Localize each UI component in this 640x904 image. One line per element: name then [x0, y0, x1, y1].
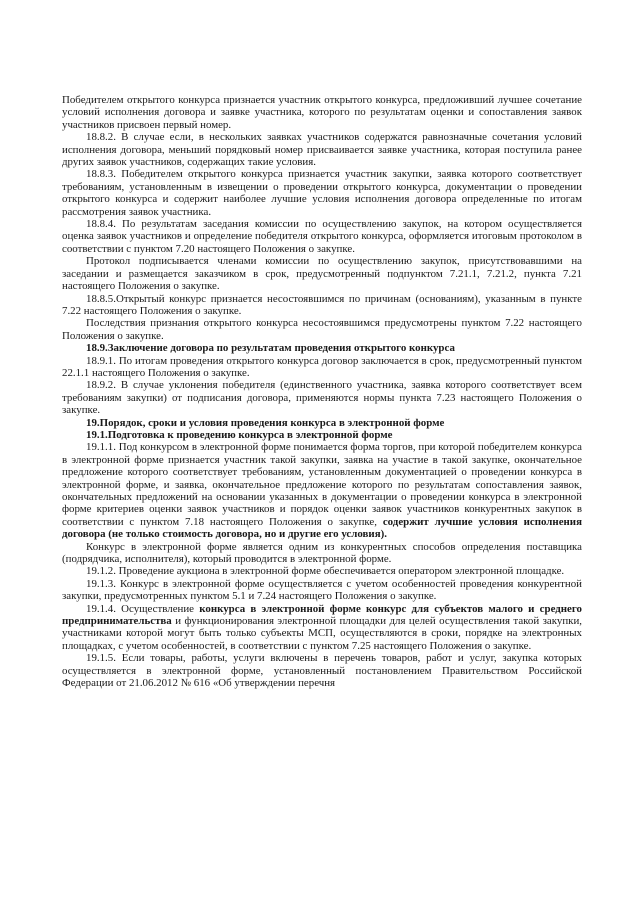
- paragraph-19-1-1-bold: содержит лучшие условия исполнения договора (не только стоимость договора, но и другие его условия).: [62, 515, 582, 541]
- paragraph-19-1-2: 19.1.2. Проведение аукциона в электронной форме обеспечивается оператором электронной площадке.: [86, 565, 565, 578]
- heading-19: 19.Порядок, сроки и условия проведения конкурса в электронной форме: [86, 416, 445, 429]
- paragraph-18-8-2: 18.8.2. В случае если, в нескольких заявках участников содержатся равнозначные сочетания условий исполнения договора, меньший порядковый номер присваивается заявке участника, которая поступила ранее других заявок участников, содержащих такие условия.: [62, 131, 582, 169]
- paragraph-1: Победителем открытого конкурса признается участник открытого конкурса, предложивший лучшее сочетание условий исполнения договора и заявке участника, которого по результатам оценки и сопоставления заявок участников присвоен первый номер.: [62, 94, 582, 131]
- paragraph-19-1-3: 19.1.3. Конкурс в электронной форме осуществляется с учетом особенностей проведения конкурентной закупки, предусмотренных пунктом 5.1 и 7.24 настоящего Положения о закупке.: [62, 577, 582, 603]
- paragraph-19-1-5: 19.1.5. Если товары, работы, услуги включены в перечень товаров, работ и услуг, закупка которых осуществляется в электронной форме, установленный постановлением Правительством Российской Федерации от 21.06.2012 № 616 «Об утверждении перечня: [62, 652, 582, 690]
- paragraph-18-8-5: 18.8.5.Открытый конкурс признается несостоявшимся по причинам (основаниям), указанным в пункте 7.22 настоящего Положения о закупке.: [62, 292, 582, 317]
- paragraph-19-1-1-text: 19.1.1. Под конкурсом в электронной форме понимается форма торгов, при которой победителем конкурса в электронной форме признается участник такой закупки, заявка на участие в такой закупке, окончательное предложение которого соответствует требованиям, установленным документацией о проведении конкурса в электронной форме, и заявка, окончательное предложение которого по результатам сопоставления заявок, окончательных предложений на основании указанных в документации о проведении конкурса в электронной форме критериев оценки заявок участников и порядок оценки заявок участников конкурентных закупок в соответствии с пунктом 7.18 настоящего Положения о закупке,: [62, 441, 582, 528]
- heading-18-9: 18.9.Заключение договора по результатам проведения открытого конкурса: [86, 342, 455, 355]
- paragraph-19-1-4: [62, 603, 582, 653]
- paragraph-protocol: Протокол подписывается членами комиссии по осуществлению закупок, присутствовавшими на заседании и размещается заказчиком в срок, предусмотренный подпунктом 7.21.1, 7.21.2, пункта 7.21 настоящего Положения о закупке.: [62, 255, 582, 293]
- paragraph-19-1-1: [62, 441, 582, 540]
- heading-19-1: 19.1.Подготовка к проведению конкурса в электронной форме: [86, 428, 393, 441]
- paragraph-competition-definition: Конкурс в электронной форме является одним из конкурентных способов определения поставщика (подрядчика, исполнителя), который проводится в электронной форме.: [62, 540, 582, 566]
- paragraph-consequences: Последствия признания открытого конкурса несостоявшимся предусмотрены пунктом 7.22 настоящего Положения о закупке.: [62, 317, 582, 342]
- paragraph-18-8-3: 18.8.3. Победителем открытого конкурса признается участник закупки, заявка которого соответствует требованиям, установленным в извещении о проведении открытого конкурса, документации о проведении открытого конкурса и содержит наиболее лучшие условия исполнения договора определенные по итогам рассмотрения заявок участника.: [62, 168, 582, 218]
- paragraph-19-1-4-bold: конкурса в электронной форме конкурс для субъектов малого и среднего предпринимательства: [62, 602, 582, 628]
- paragraph-19-1-4-pre: 19.1.4. Осуществление: [86, 602, 195, 615]
- paragraph-18-8-4: 18.8.4. По результатам заседания комиссии по осуществлению закупок, на котором осуществляется оценка заявок участников и определение победителя открытого конкурса, оформляется итоговым протоколом в соответствии с пунктом 7.20 настоящего Положения о закупке.: [62, 218, 582, 255]
- paragraph-18-9-1: 18.9.1. По итогам проведения открытого конкурса договор заключается в срок, предусмотренный пунктом 22.1.1 настоящего Положения о закупке.: [62, 354, 582, 379]
- paragraph-18-9-2: 18.9.2. В случае уклонения победителя (единственного участника, заявка которого соответствует всем требованиям закупки) от подписания договора, применяются нормы пункта 7.23 настоящего Положения о закупке.: [62, 379, 582, 417]
- paragraph-19-1-4-text: и функционирования электронной площадки для целей осуществления такой закупки, участниками которой могут быть только субъекты МСП, осуществляются в сроки, порядке на электронных площадках, с учетом особенностей, в соответствии с пунктом 7.25 настоящего Положения о закупке.: [62, 615, 582, 652]
